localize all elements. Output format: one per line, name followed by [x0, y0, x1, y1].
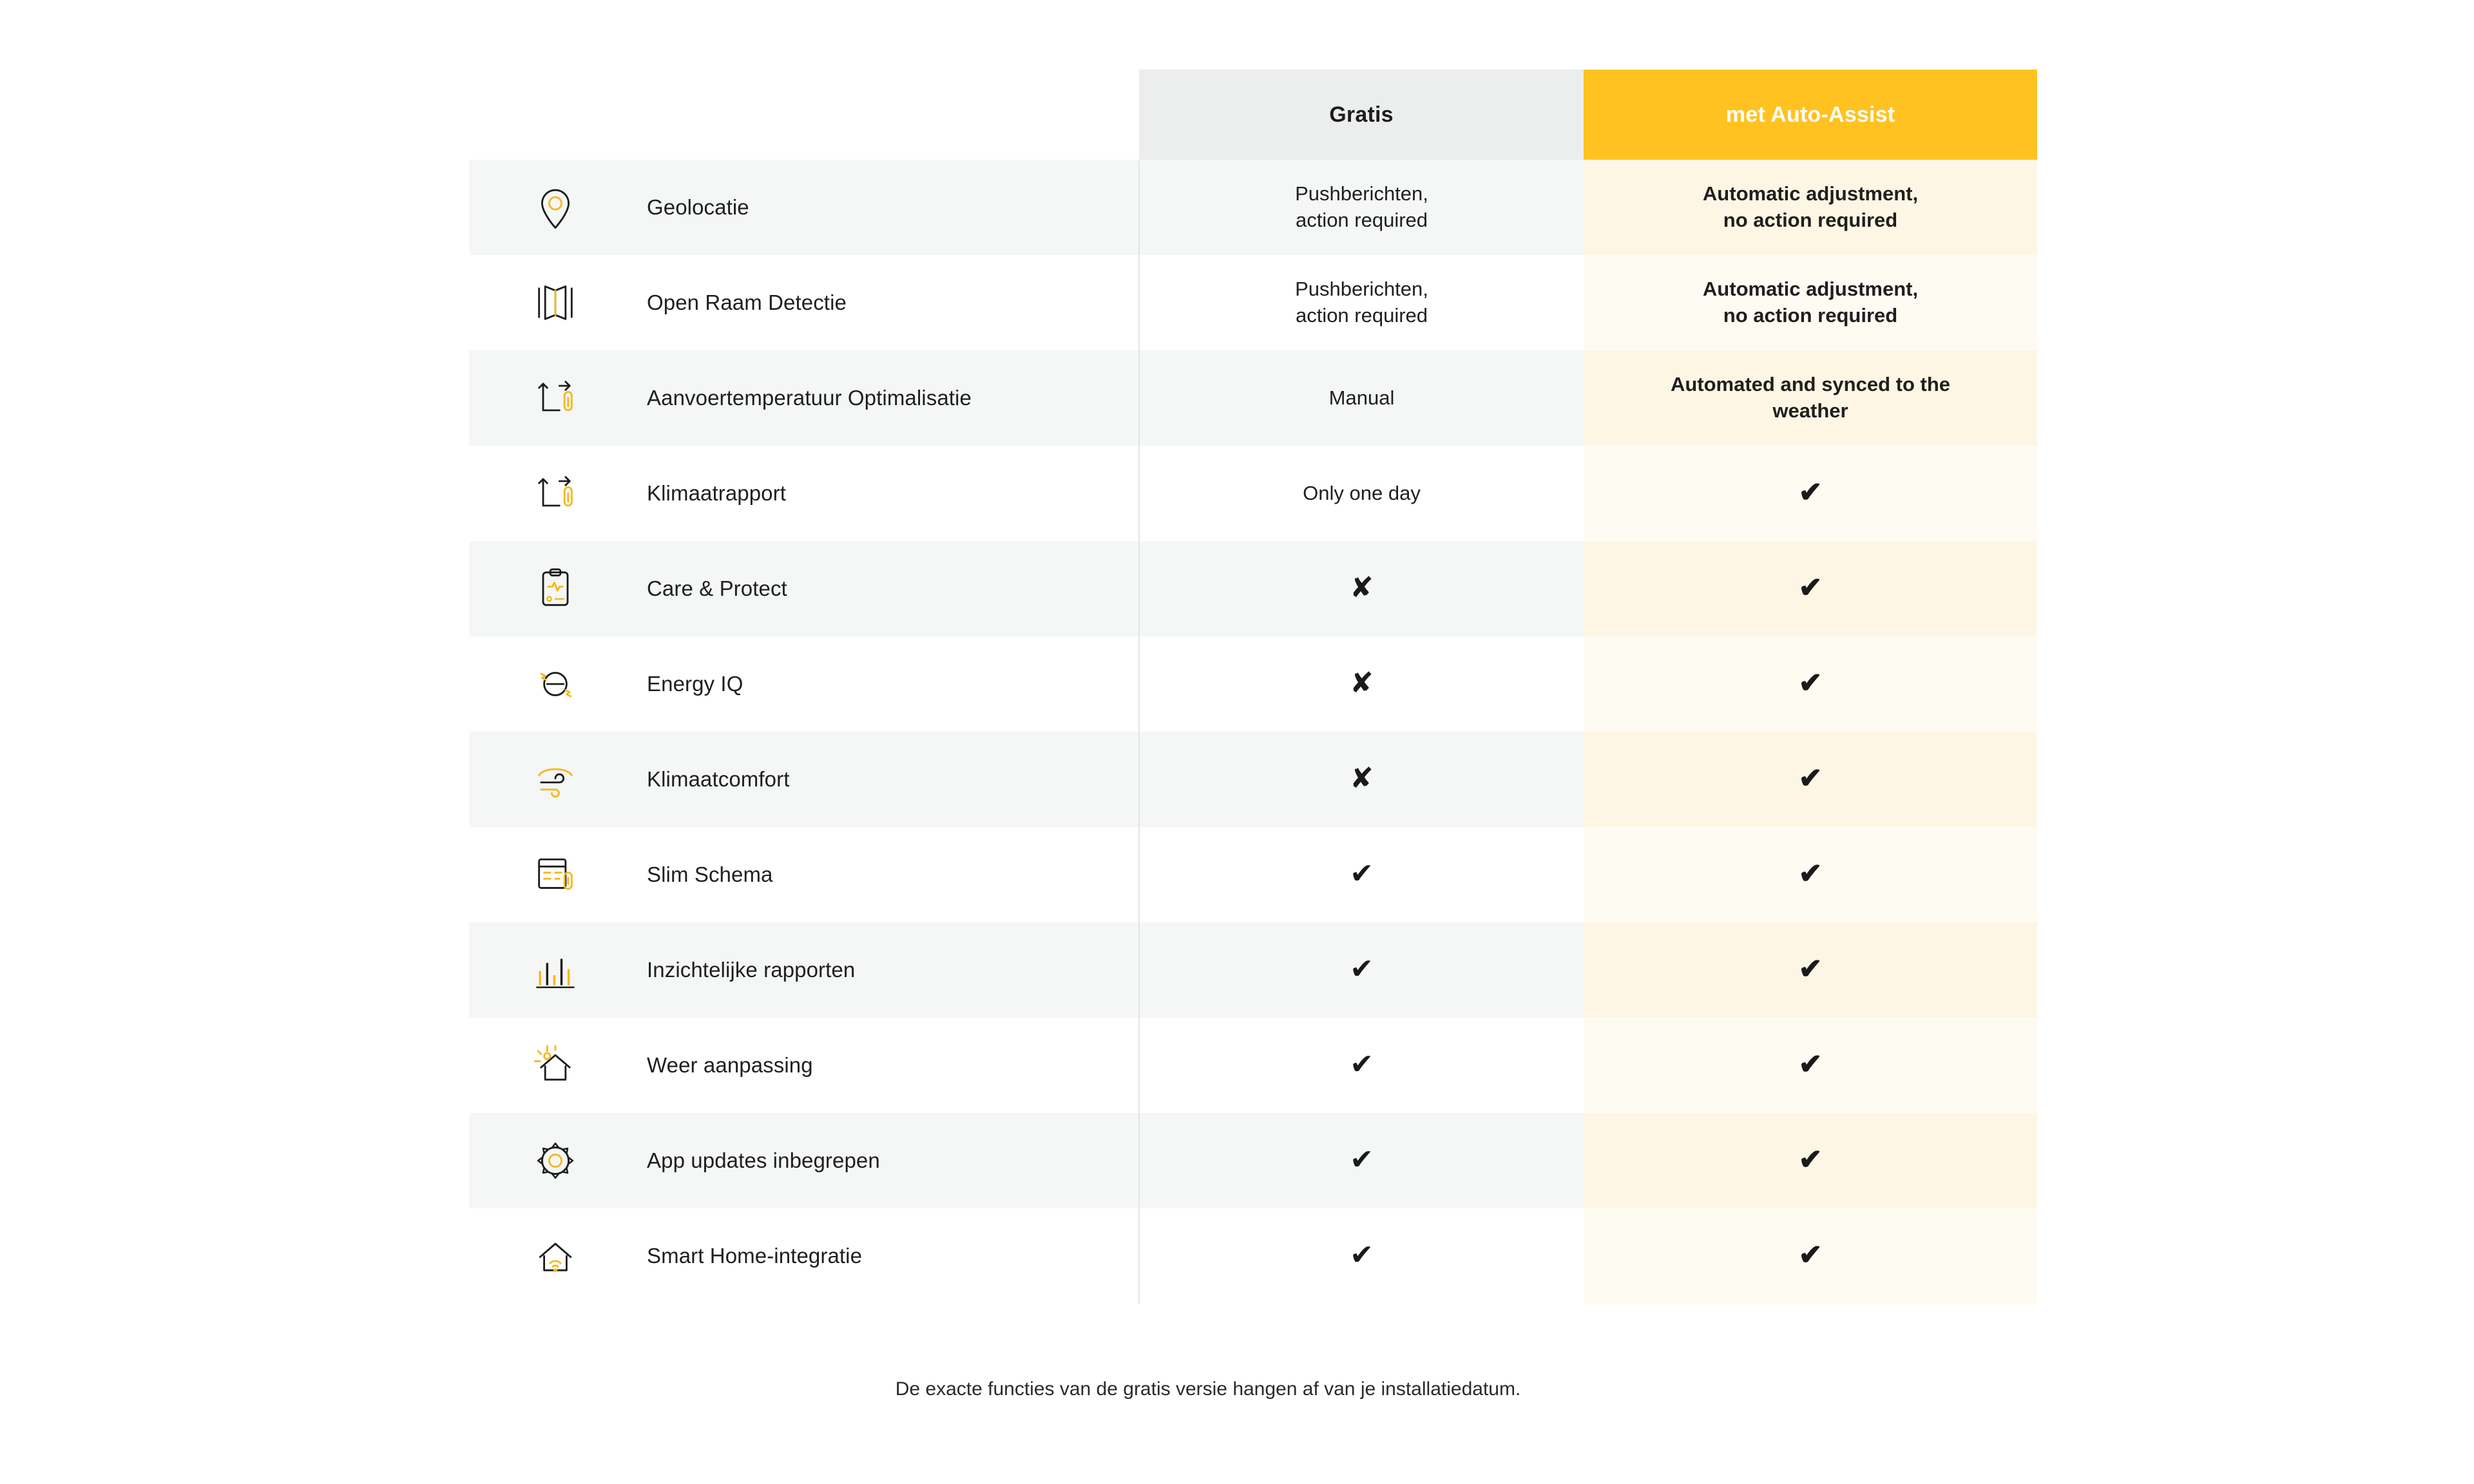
- footnote: [0, 1378, 2474, 1400]
- auto-assist-value: [1584, 827, 2037, 922]
- feature-label: Inzichtelijke rapporten: [642, 922, 1139, 1018]
- gratis-value-line1: Pushberichten,: [1295, 182, 1428, 205]
- check-icon: ✔: [1798, 1048, 1823, 1080]
- auto-assist-value: [1584, 160, 2037, 255]
- gratis-value-line1: Manual: [1328, 386, 1395, 409]
- feature-icon-cell: [469, 541, 642, 636]
- auto-assist-value: [1584, 1113, 2037, 1208]
- gratis-value: [1139, 350, 1584, 446]
- header-gratis: Gratis: [1139, 70, 1584, 160]
- gratis-value-line2: action required: [1295, 304, 1428, 327]
- auto-assist-value: [1584, 1208, 2037, 1304]
- table-header-row: [469, 70, 2037, 160]
- header-blank-icon-col: [469, 70, 642, 160]
- table-row: [469, 636, 2037, 732]
- cross-icon: ✘: [1350, 571, 1374, 604]
- cross-icon: ✘: [1350, 667, 1374, 699]
- check-icon: ✔: [1798, 571, 1823, 604]
- feature-icon-cell: [469, 732, 642, 827]
- check-icon: ✔: [1798, 762, 1823, 794]
- feature-icon-cell: [469, 827, 642, 922]
- table-row: [469, 160, 2037, 255]
- check-icon: ✔: [1350, 1048, 1374, 1080]
- feature-label: Smart Home-integratie: [642, 1208, 1139, 1304]
- feature-label: Care & Protect: [642, 541, 1139, 636]
- feature-icon-cell: [469, 350, 642, 446]
- feature-icon-cell: [469, 1208, 642, 1304]
- auto-assist-value: [1584, 1018, 2037, 1113]
- feature-label: Geolocatie: [642, 160, 1139, 255]
- table-row: [469, 1113, 2037, 1208]
- feature-label: App updates inbegrepen: [642, 1113, 1139, 1208]
- gratis-value: [1139, 827, 1584, 922]
- feature-label: Klimaatrapport: [642, 446, 1139, 541]
- gratis-value: [1139, 1208, 1584, 1304]
- check-icon: ✔: [1798, 1239, 1823, 1271]
- auto-assist-value-line2: no action required: [1723, 304, 1898, 327]
- gratis-value: [1139, 636, 1584, 732]
- feature-icon-cell: [469, 160, 642, 255]
- feature-comparison-table-wrapper: [469, 70, 2037, 1304]
- table-body: [469, 160, 2037, 1304]
- flow-temperature-icon: [526, 368, 585, 428]
- auto-assist-value: [1584, 922, 2037, 1018]
- auto-assist-value: [1584, 636, 2037, 732]
- check-icon: ✔: [1798, 476, 1823, 508]
- check-icon: ✔: [1350, 1239, 1374, 1271]
- header-blank-label-col: [642, 70, 1139, 160]
- smart-schedule-icon: [526, 845, 585, 904]
- smart-home-icon: [526, 1226, 585, 1286]
- feature-icon-cell: [469, 922, 642, 1018]
- auto-assist-value: [1584, 446, 2037, 541]
- gratis-value-line1: Pushberichten,: [1295, 278, 1428, 301]
- feature-label: Klimaatcomfort: [642, 732, 1139, 827]
- gratis-value: [1139, 541, 1584, 636]
- auto-assist-value: [1584, 732, 2037, 827]
- climate-comfort-icon: [526, 750, 585, 809]
- feature-comparison-table: [469, 70, 2037, 1304]
- gratis-value-line2: action required: [1295, 209, 1428, 231]
- gear-icon: [526, 1131, 585, 1190]
- location-pin-icon: [526, 178, 585, 237]
- table-row: [469, 1018, 2037, 1113]
- gratis-value-line1: Only one day: [1303, 481, 1421, 504]
- auto-assist-value-line1: Automated and synced to the: [1670, 373, 1951, 396]
- cross-icon: ✘: [1350, 762, 1374, 794]
- table-row: [469, 350, 2037, 446]
- auto-assist-value-line1: Automatic adjustment,: [1702, 278, 1919, 301]
- check-icon: ✔: [1350, 857, 1374, 889]
- gratis-value: [1139, 446, 1584, 541]
- table-row: [469, 255, 2037, 350]
- feature-icon-cell: [469, 636, 642, 732]
- table-row: [469, 1208, 2037, 1304]
- gratis-value: [1139, 922, 1584, 1018]
- feature-icon-cell: [469, 1113, 642, 1208]
- gratis-value: [1139, 160, 1584, 255]
- feature-icon-cell: [469, 446, 642, 541]
- feature-label: Open Raam Detectie: [642, 255, 1139, 350]
- table-row: [469, 732, 2037, 827]
- check-icon: ✔: [1798, 1143, 1823, 1175]
- auto-assist-value: [1584, 255, 2037, 350]
- footnote-text: De exacte functies van de gratis versie hangen af van je installatiedatum.: [895, 1378, 1521, 1400]
- check-icon: ✔: [1350, 1143, 1374, 1175]
- feature-label: Energy IQ: [642, 636, 1139, 732]
- auto-assist-value: [1584, 541, 2037, 636]
- gratis-value: [1139, 732, 1584, 827]
- feature-label: Slim Schema: [642, 827, 1139, 922]
- feature-icon-cell: [469, 1018, 642, 1113]
- energy-iq-icon: [526, 654, 585, 714]
- auto-assist-value-line2: weather: [1772, 399, 1848, 422]
- bar-chart-icon: [526, 940, 585, 1000]
- auto-assist-value-line2: no action required: [1723, 209, 1898, 231]
- gratis-value: [1139, 1113, 1584, 1208]
- table-row: [469, 541, 2037, 636]
- check-icon: ✔: [1350, 953, 1374, 985]
- table-row: [469, 446, 2037, 541]
- gratis-value: [1139, 255, 1584, 350]
- check-icon: ✔: [1798, 857, 1823, 889]
- thermometer-report-icon: [526, 464, 585, 523]
- auto-assist-value-line1: Automatic adjustment,: [1702, 182, 1919, 205]
- weather-home-icon: [526, 1036, 585, 1095]
- care-protect-icon: [526, 559, 585, 618]
- open-window-icon: [526, 273, 585, 332]
- feature-label: Aanvoertemperatuur Optimalisatie: [642, 350, 1139, 446]
- check-icon: ✔: [1798, 667, 1823, 699]
- table-row: [469, 827, 2037, 922]
- feature-icon-cell: [469, 255, 642, 350]
- auto-assist-value: [1584, 350, 2037, 446]
- header-auto-assist: met Auto-Assist: [1584, 70, 2037, 160]
- feature-label: Weer aanpassing: [642, 1018, 1139, 1113]
- table-header: [469, 70, 2037, 160]
- table-row: [469, 922, 2037, 1018]
- gratis-value: [1139, 1018, 1584, 1113]
- check-icon: ✔: [1798, 953, 1823, 985]
